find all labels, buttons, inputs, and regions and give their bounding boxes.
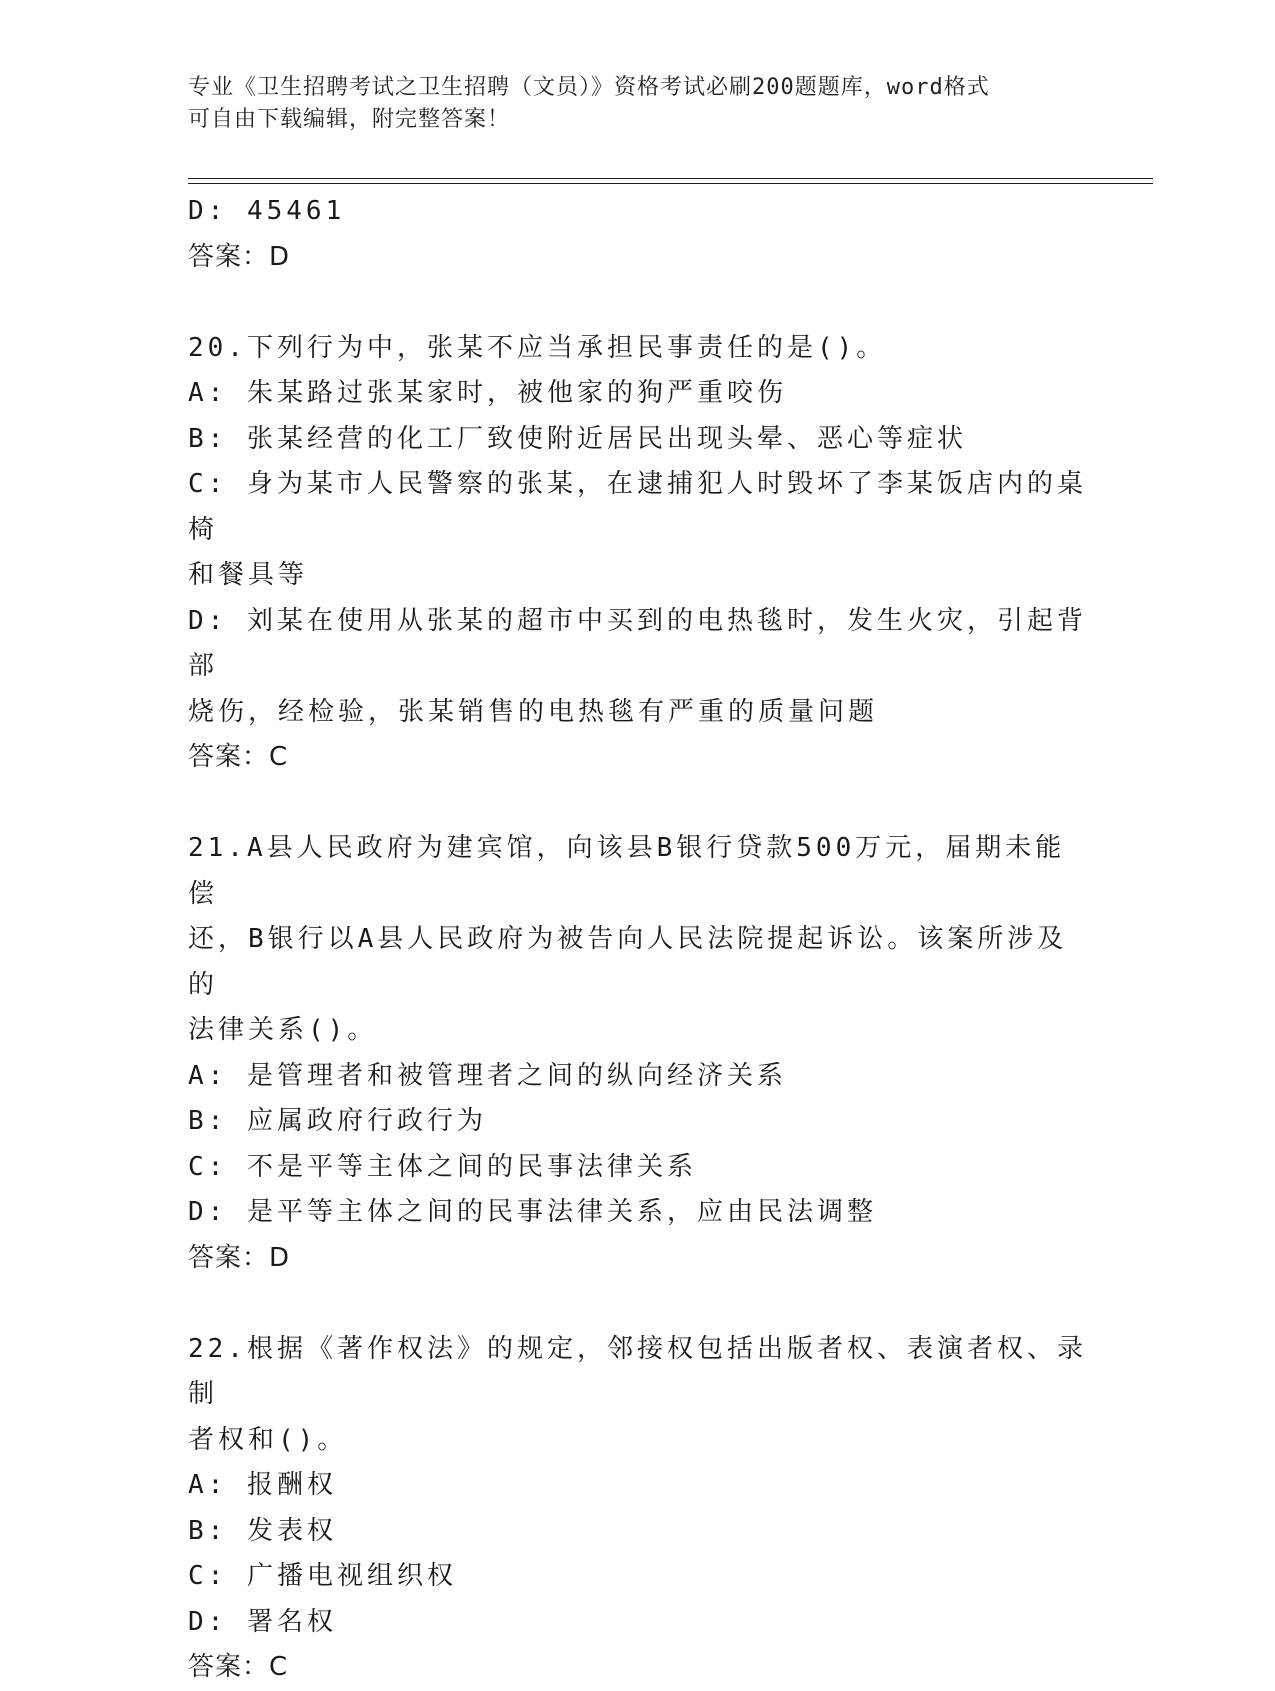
header-line-1: 专业《卫生招聘考试之卫生招聘（文员）》资格考试必刷200题题库，word格式: [188, 75, 990, 100]
option-a: A: 报酬权: [188, 1470, 337, 1500]
spacer: [188, 781, 1088, 827]
answer: 答案：C: [188, 742, 289, 772]
option-a: A: 是管理者和被管理者之间的纵向经济关系: [188, 1060, 787, 1091]
question-22: [188, 1327, 1088, 1691]
question-list: [188, 189, 1088, 1691]
option-b: B: 应属政府行政行为: [188, 1106, 487, 1136]
spacer: [188, 280, 1088, 326]
question-stem-line-1: 22.根据《著作权法》的规定，邻接权包括出版者权、表演者权、录制: [188, 1333, 1087, 1409]
option-d-line-1: D: 刘某在使用从张某的超市中买到的电热毯时，发生火灾，引起背部: [188, 605, 1087, 681]
question-20: [188, 326, 1088, 781]
answer: 答案：D: [188, 1242, 291, 1273]
option-a: A: 朱某路过张某家时，被他家的狗严重咬伤: [188, 378, 787, 408]
question-stem-line-1: 21.A县人民政府为建宾馆，向该县B银行贷款500万元，届期未能偿: [188, 833, 1066, 909]
page-header: [188, 72, 1068, 136]
spacer: [188, 1281, 1088, 1327]
answer: 答案：C: [188, 1652, 289, 1682]
option-d-line-2: 烧伤，经检验，张某销售的电热毯有严重的质量问题: [188, 696, 879, 727]
option-d: D: 45461: [188, 196, 346, 226]
option-b: B: 张某经营的化工厂致使附近居民出现头晕、恶心等症状: [188, 423, 967, 454]
option-d: D: 署名权: [188, 1606, 337, 1637]
option-c-line-1: C: 身为某市人民警察的张某，在逮捕犯人时毁坏了李某饭店内的桌椅: [188, 469, 1087, 545]
option-c: C: 不是平等主体之间的民事法律关系: [188, 1151, 697, 1182]
question-21: [188, 826, 1088, 1281]
header-line-2: 可自由下载编辑，附完整答案！: [188, 107, 511, 132]
previous-question-tail: [188, 189, 1088, 280]
option-c-line-2: 和餐具等: [188, 560, 309, 590]
question-stem-line-2: 者权和()。: [188, 1424, 348, 1455]
option-b: B: 发表权: [188, 1515, 337, 1546]
option-c: C: 广播电视组织权: [188, 1561, 457, 1591]
question-stem-line-2: 还，B银行以A县人民政府为被告向人民法院提起诉讼。该案所涉及的: [188, 924, 1068, 1000]
question-stem-line-3: 法律关系()。: [188, 1015, 378, 1045]
question-stem: 20.下列行为中，张某不应当承担民事责任的是()。: [188, 332, 887, 363]
answer: 答案：D: [188, 241, 291, 272]
option-d: D: 是平等主体之间的民事法律关系，应由民法调整: [188, 1197, 877, 1227]
header-divider: [188, 178, 1153, 184]
